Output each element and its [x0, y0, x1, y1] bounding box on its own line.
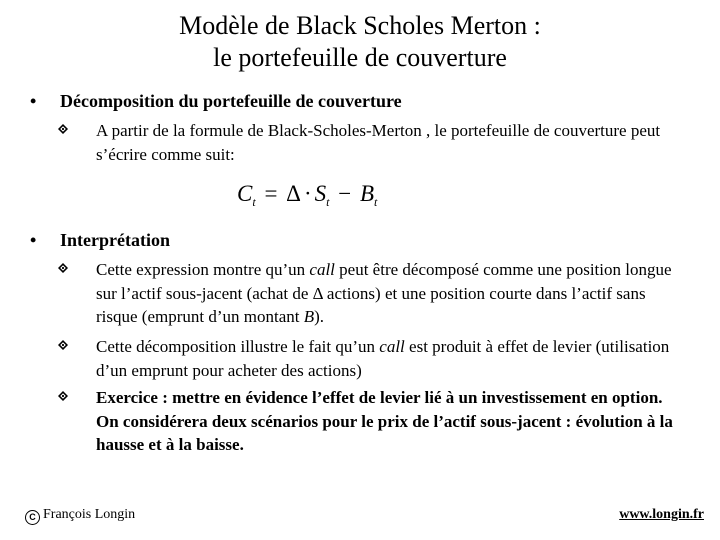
- author-name: François Longin: [43, 507, 136, 522]
- item-text-part: ).: [314, 307, 325, 327]
- section-heading-interpretation: [30, 229, 170, 251]
- hedging-formula: [237, 176, 377, 220]
- item-text-italic: call: [379, 337, 405, 356]
- formula-minus: −: [338, 181, 352, 206]
- bullet-dot: •: [30, 230, 37, 250]
- item-text-part: Cette décomposition illustre le fait qu’un: [96, 337, 380, 356]
- item-text: Exercice : mettre en évidence l’effet de levier lié à un investissement en option. On considérera deux scénarios pour le prix de l’actif sous-jacent : évolution à la hausse et à la baisse.: [96, 388, 673, 455]
- formula-s-subscript: t: [326, 195, 330, 209]
- formula-equals: =: [264, 181, 278, 206]
- formula-b: B: [359, 181, 375, 206]
- diamond-bullet-icon: [58, 391, 68, 401]
- item-text: [96, 335, 688, 382]
- item-text-italic: call: [309, 260, 335, 279]
- formula-b-subscript: t: [374, 195, 378, 209]
- list-item-exercise: [58, 386, 688, 457]
- bullet-dot: •: [30, 91, 37, 111]
- formula-c: C: [237, 181, 253, 206]
- item-text-part: peut être décomposé comme une position longue sur l’actif sous-jacent (achat de Δ actions) et une position courte dans l’actif sans risque (emprunt d’un montant: [96, 260, 672, 327]
- item-text-part: Cette expression montre qu’un: [96, 260, 310, 279]
- item-text: [96, 258, 688, 329]
- footer-author: [25, 505, 135, 525]
- slide-title: [0, 10, 720, 74]
- list-item: [58, 119, 688, 166]
- formula-delta: Δ: [286, 181, 301, 206]
- diamond-bullet-icon: [58, 263, 68, 273]
- list-item: [58, 335, 688, 382]
- diamond-bullet-icon: [58, 340, 68, 350]
- title-line-1: Modèle de Black Scholes Merton :: [179, 11, 541, 40]
- section-heading-decomposition: [30, 90, 402, 112]
- item-text: A partir de la formule de Black-Scholes-Merton , le portefeuille de couverture peut s’écrire comme suit:: [96, 121, 661, 164]
- title-line-2: le portefeuille de couverture: [213, 43, 507, 72]
- website-link[interactable]: www.longin.fr: [619, 507, 704, 522]
- section-heading-text: Interprétation: [60, 230, 170, 250]
- copyright-icon: C: [25, 510, 40, 525]
- diamond-bullet-icon: [58, 124, 68, 134]
- item-text-part: est produit à effet de levier (utilisation d’un emprunt pour acheter des actions): [96, 337, 670, 380]
- formula-dot: ·: [303, 181, 312, 206]
- list-item: [58, 258, 688, 329]
- formula-s: S: [314, 181, 327, 206]
- item-text-italic: B: [303, 307, 315, 327]
- formula-c-subscript: t: [252, 195, 256, 209]
- section-heading-text: Décomposition du portefeuille de couverture: [60, 91, 402, 111]
